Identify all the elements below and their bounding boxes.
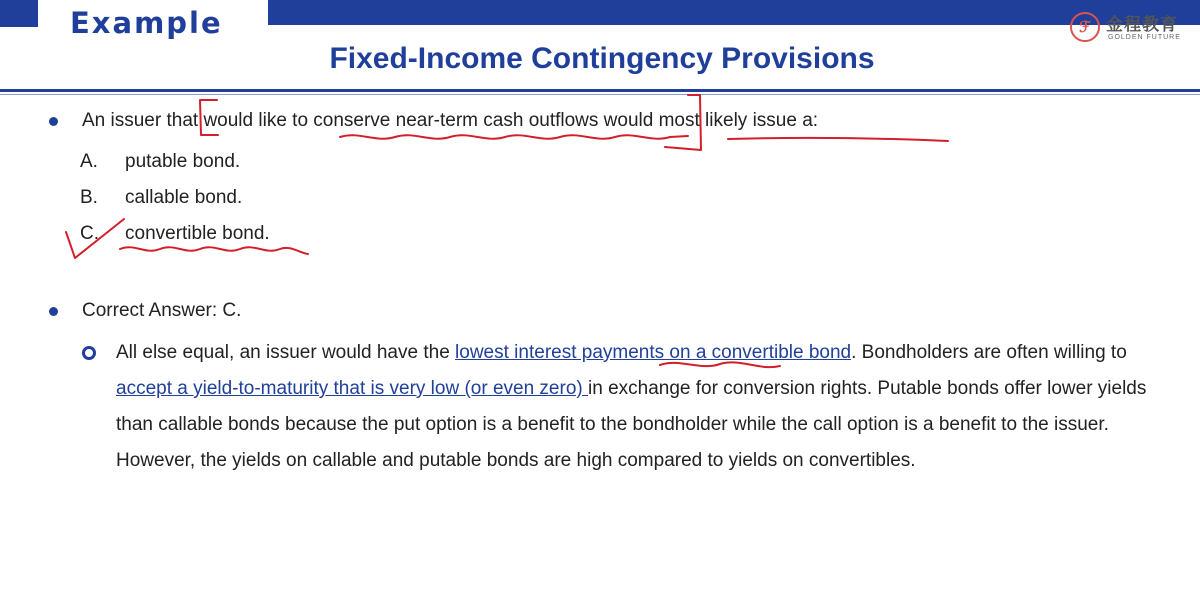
explanation-paragraph <box>116 335 1166 479</box>
header-bar-left <box>0 0 38 27</box>
explanation-text-3: in exchange for conversion rights. Putable bonds offer lower yields than callable bonds because the put option is a benefit to the bondholder while the call option is a benefit to the issuer. However, the yields on callable and putable bonds are high compared to yields on convertibles. <box>116 378 1147 471</box>
title-divider <box>0 89 1200 92</box>
explanation-bullet-icon <box>82 346 96 360</box>
question-bullet-icon <box>49 117 58 126</box>
question-text: An issuer that would like to conserve near-term cash outflows would most likely issue a: <box>82 110 819 131</box>
explanation-text-1: All else equal, an issuer would have the <box>116 342 456 363</box>
wavy-underline-2 <box>120 247 308 254</box>
slide-title: Fixed-Income Contingency Provisions <box>329 42 875 75</box>
option-b-letter: B. <box>80 187 98 208</box>
logo-text-cn: 金程教育 <box>1106 15 1178 35</box>
correct-answer-label: Correct Answer: C. <box>82 300 242 321</box>
header-bar-right <box>268 0 1200 25</box>
section-label: Example <box>70 6 223 40</box>
logo-text-en: GOLDEN FUTURE <box>1108 34 1181 41</box>
answer-bullet-icon <box>49 307 58 316</box>
explanation-text-2: . Bondholders are often willing to <box>851 342 1127 363</box>
explanation-link-1[interactable]: lowest interest payments on a convertible bond <box>455 342 852 363</box>
straight-underline <box>728 138 948 141</box>
wavy-underline-1 <box>340 135 688 138</box>
option-b-text: callable bond. <box>125 187 243 208</box>
option-a-letter: A. <box>80 151 98 172</box>
option-a-text: putable bond. <box>125 151 241 172</box>
title-divider-thin <box>0 94 1200 95</box>
logo-emblem-icon: ℱ <box>1070 12 1100 42</box>
option-c-letter: C. <box>80 223 99 244</box>
option-c-text: convertible bond. <box>125 223 270 244</box>
explanation-link-2[interactable]: accept a yield-to-maturity that is very low (or even zero) <box>116 378 589 399</box>
